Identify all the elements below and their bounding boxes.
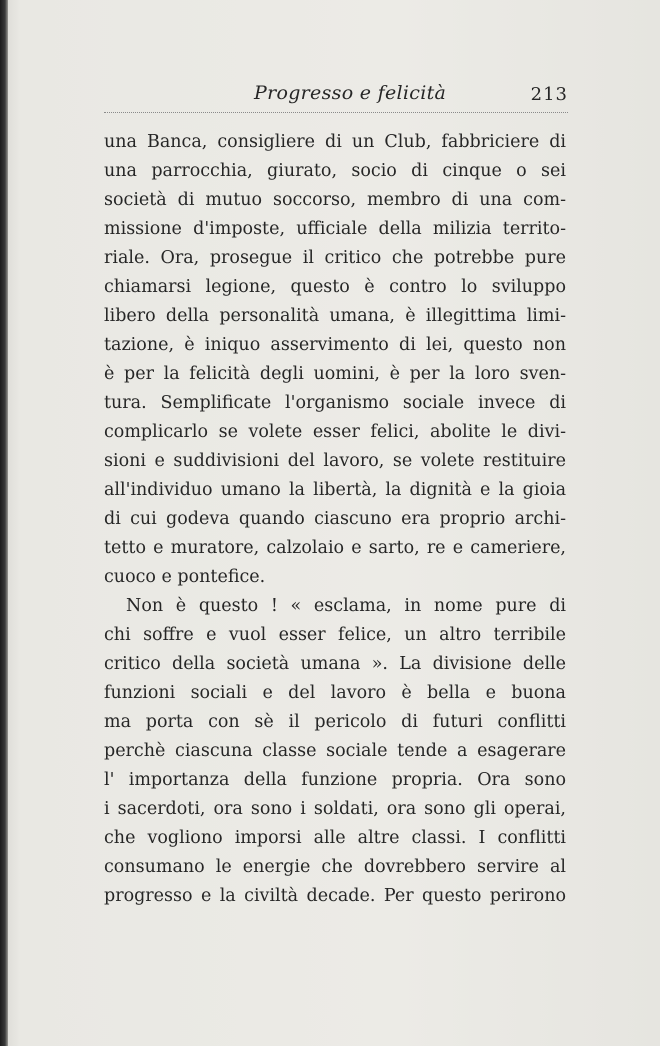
text-line: tura. Semplificate l'organismo sociale invece di <box>104 393 566 413</box>
page-number: 213 <box>530 84 568 105</box>
text-line: libero della personalità umana, è illegittima limi- <box>104 306 566 326</box>
text-line: missione d'imposte, ufficiale della milizia territo- <box>104 219 566 239</box>
text-line: tetto e muratore, calzolaio e sarto, re e cameriere, <box>104 538 566 558</box>
text-line: critico della società umana ». La divisione delle <box>104 654 566 674</box>
text-line: funzioni sociali e del lavoro è bella e buona <box>104 683 566 703</box>
text-line: una parrocchia, giurato, socio di cinque o sei <box>104 161 566 181</box>
text-line: complicarlo se volete esser felici, abolite le divi- <box>104 422 566 442</box>
text-line: riale. Ora, prosegue il critico che potrebbe pure <box>104 248 566 268</box>
text-line: una Banca, consigliere di un Club, fabbriciere di <box>104 132 566 152</box>
text-line: consumano le energie che dovrebbero servire al <box>104 857 566 877</box>
text-line: perchè ciascuna classe sociale tende a esagerare <box>104 741 566 761</box>
text-line: tazione, è iniquo asservimento di lei, questo non <box>104 335 566 355</box>
text-line: progresso e la civiltà decade. Per questo perirono <box>104 886 566 906</box>
running-title: Progresso e felicità <box>254 82 447 104</box>
text-line: all'individuo umano la libertà, la dignità e la gioia <box>104 480 566 500</box>
running-header <box>104 82 568 113</box>
text-line: chiamarsi legione, questo è contro lo sviluppo <box>104 277 566 297</box>
text-line: sioni e suddivisioni del lavoro, se volete restituire <box>104 451 566 471</box>
text-line: è per la felicità degli uomini, è per la loro sven- <box>104 364 566 384</box>
paragraph-start-line: Non è questo ! « esclama, in nome pure di <box>126 596 566 616</box>
book-binding-edge <box>0 0 8 1046</box>
text-line: l' importanza della funzione propria. Ora sono <box>104 770 566 790</box>
text-line: società di mutuo soccorso, membro di una com- <box>104 190 566 210</box>
text-line: ma porta con sè il pericolo di futuri conflitti <box>104 712 566 732</box>
text-line: che vogliono imporsi alle altre classi. I conflitti <box>104 828 566 848</box>
body-text <box>104 128 566 911</box>
paragraph-end-line: cuoco e pontefice. <box>104 567 266 587</box>
text-line: di cui godeva quando ciascuno era proprio archi- <box>104 509 566 529</box>
text-line: i sacerdoti, ora sono i soldati, ora sono gli operai, <box>104 799 566 819</box>
text-line: chi soffre e vuol esser felice, un altro terribile <box>104 625 566 645</box>
